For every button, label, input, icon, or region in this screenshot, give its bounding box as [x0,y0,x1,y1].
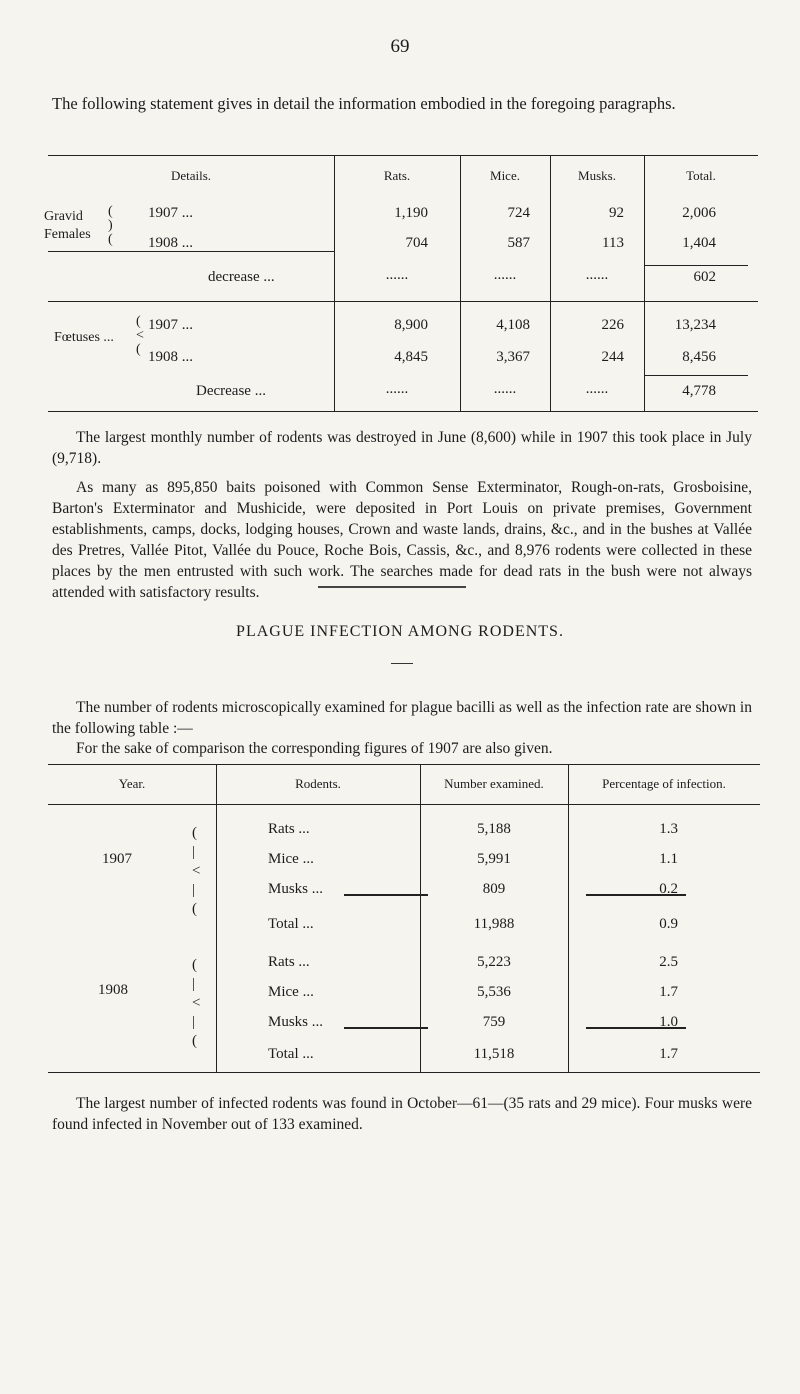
section-divider [318,586,466,588]
cell-value: 5,223 [477,954,511,970]
brace-1908: ( | < | ( [192,957,201,1049]
cell-value: 8,456 [682,349,716,365]
females-label: Females [44,227,91,242]
cell-value: 587 [507,235,530,251]
cell-value: 602 [693,269,716,285]
cell-value: 1.3 [659,821,678,837]
paragraph-largest-monthly: The largest monthly number of rodents was destroyed in June (8,600) while in 1907 this took place in July (9,718). [52,429,752,467]
header-details: Details. [170,168,212,183]
cell-value: 5,991 [477,851,511,867]
section-heading: PLAGUE INFECTION AMONG RODENTS. [236,623,564,640]
infection-table [48,764,760,1074]
cell-value: 0.2 [659,881,678,897]
header-total: Total. [686,168,716,183]
paragraph-baits: As many as 895,850 baits poisoned with Common Sense Exterminator, Rough-on-rats, Grosboisine, Barton's Exterminator and Mushicide, were deposited in Port Louis on private premises, Government establishments, camps, docks, lodging houses, Crown and waste lands, drains, &c., and in the bushes at Vallée des Pretres, Vallée Pitot, Vallée du Pouce, Roche Bois, Cassis, &c., and 8,976 rodents were collected in these places by the men entrusted with such work. The searches made for dead rats in the bush were not always attended with satisfactory results. [52,479,752,601]
rodent-label: Rats ... [268,821,310,837]
row-year: 1907 ... [148,317,193,333]
cell-value: 1.0 [659,1014,678,1030]
cell-value: 724 [507,205,530,221]
brace-1907: ( | < | ( [192,825,201,917]
cell-value: 1.1 [659,851,678,867]
year-1908: 1908 [98,982,128,998]
cell-value: 759 [482,1014,506,1030]
cell-value: 1.7 [659,984,678,1000]
header-musks: Musks. [578,168,616,183]
cell-value: 5,536 [477,984,511,1000]
row-year: 1907 ... [148,205,193,221]
header-rats: Rats. [383,168,411,183]
cell-value: 1,190 [394,205,428,221]
year-1907: 1907 [102,851,132,867]
intro-paragraph: The following statement gives in detail the information embodied in the foregoing paragraphs. [52,94,676,113]
gravid-label: Gravid [44,209,83,224]
foetuses-label: Fœtuses ... [54,330,114,345]
cell-value: 4,778 [682,383,716,399]
page-number: 69 [390,36,410,57]
header-rodents: Rodents. [295,776,341,791]
cell-value: ...... [385,381,409,397]
cell-value: 809 [482,881,506,897]
cell-value: 11,988 [473,916,515,932]
cell-value: 244 [601,349,624,365]
cell-value: ...... [385,267,409,283]
cell-value: 8,900 [394,317,428,333]
cell-value: 5,188 [477,821,511,837]
cell-value: 1.7 [659,1046,678,1062]
cell-value: ...... [493,267,517,283]
cell-value: 3,367 [496,349,530,365]
paragraph-microscopic: The number of rodents microscopically examined for plague bacilli as well as the infection rate are shown in the following table :— [52,699,752,737]
cell-value: 113 [602,235,624,251]
heading-dash [391,663,413,664]
header-percentage: Percentage of infection. [602,776,726,791]
row-label-decrease: decrease ... [208,269,275,285]
cell-value: 4,108 [496,317,530,333]
cell-value: 0.9 [659,916,678,932]
brace-foetuses: ( < ( [136,314,144,357]
rodent-label: Mice ... [268,984,314,1000]
header-number-examined: Number examined. [444,776,544,791]
cell-value: 2.5 [659,954,678,970]
cell-value: 13,234 [674,317,716,333]
row-year: 1908 ... [148,235,193,251]
cell-value: 92 [609,205,624,221]
cell-value: ...... [585,381,609,397]
row-year: 1908 ... [148,349,193,365]
rodent-label-total: Total ... [268,916,314,932]
header-mice: Mice. [490,168,520,183]
rodent-label: Mice ... [268,851,314,867]
destruction-table [44,155,758,411]
cell-value: 4,845 [394,349,428,365]
cell-value: ...... [585,267,609,283]
header-year: Year. [118,776,146,791]
brace-gravid: ( ) ( [108,204,113,247]
rodent-label: Rats ... [268,954,310,970]
cell-value: 226 [601,317,624,333]
cell-value: 704 [405,235,428,251]
rodent-label-total: Total ... [268,1046,314,1062]
rodent-label: Musks ... [268,1014,324,1030]
paragraph-largest-infected: The largest number of infected rodents was found in October—61—(35 rats and 29 mice). Four musks were found infected in November out of 133 examined. [52,1095,752,1133]
paragraph-comparison: For the sake of comparison the corresponding figures of 1907 are also given. [76,740,553,757]
row-label-decrease: Decrease ... [196,383,266,399]
cell-value: 2,006 [682,205,716,221]
cell-value: ...... [493,381,517,397]
cell-value: 1,404 [682,235,716,251]
rodent-label: Musks ... [268,881,324,897]
cell-value: 11,518 [473,1046,515,1062]
